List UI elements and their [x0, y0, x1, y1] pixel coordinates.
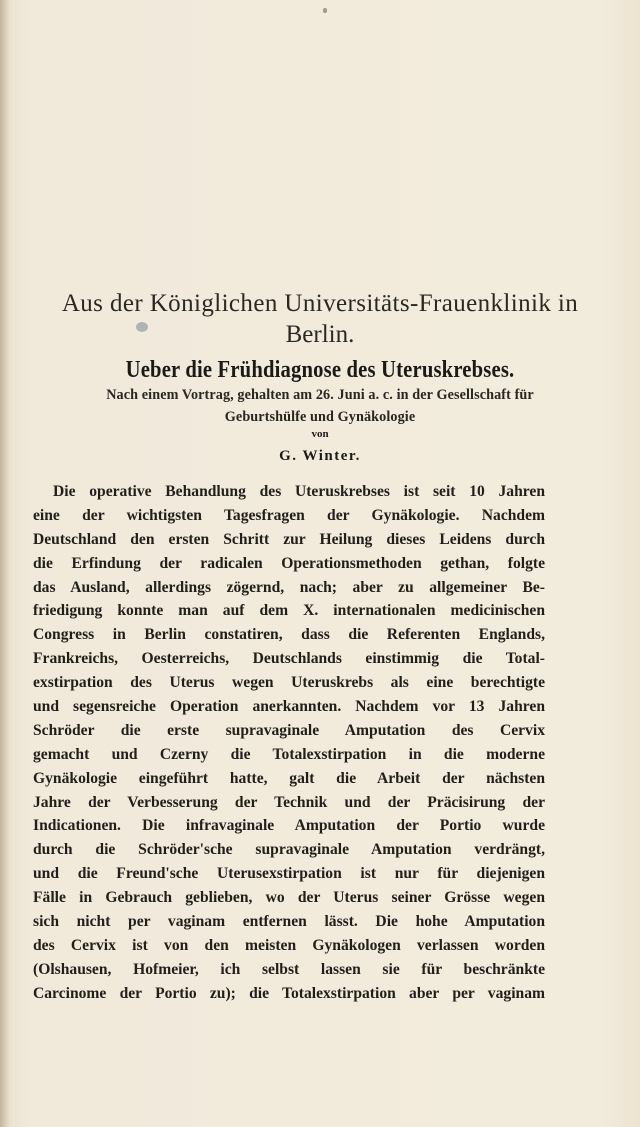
body-text [33, 480, 545, 1006]
body-line: Deutschland den ersten Schritt zur Heilung dieses Leidens durch [33, 530, 545, 548]
ink-stamp-spot [136, 322, 148, 332]
subtitle-line-1: Nach einem Vortrag, gehalten am 26. Juni a. c. in der Gesellschaft für [106, 387, 534, 403]
institution-city: Berlin. [285, 321, 355, 348]
body-line: sich nicht per vaginam entfernen lässt. Die hohe Amputation [33, 913, 545, 931]
body-line: Carcinome der Portio zu); die Totalexstirpation aber per vaginam [33, 984, 545, 1002]
page-speck [323, 8, 327, 13]
body-line: Die operative Behandlung des Uteruskrebses ist seit 10 Jahren [53, 483, 545, 500]
body-line: exstirpation des Uterus wegen Uteruskrebs als eine berechtigte [33, 674, 545, 692]
body-line: Frankreichs, Oesterreichs, Deutschlands einstimmig die Total- [33, 650, 545, 668]
body-line: Fälle in Gebrauch geblieben, wo der Uterus seiner Grösse wegen [33, 889, 545, 907]
body-line: (Olshausen, Hofmeier, ich selbst lassen sie für beschränkte [33, 960, 545, 978]
body-line: und die Freund'sche Uterusexstirpation ist nur für diejenigen [33, 865, 545, 883]
body-line: Indicationen. Die infravaginale Amputation der Portio wurde [33, 817, 545, 835]
by-word: von [311, 428, 329, 440]
body-line: durch die Schröder'sche supravaginale Amputation verdrängt, [33, 841, 545, 859]
body-line: eine der wichtigsten Tagesfragen der Gynäkologie. Nachdem [33, 506, 545, 524]
body-line: Gynäkologie eingeführt hatte, galt die Arbeit der nächsten [33, 769, 545, 787]
body-line: Congress in Berlin constatiren, dass die Referenten Englands, [33, 626, 545, 644]
body-line: gemacht und Czerny die Totalexstirpation in die moderne [33, 745, 545, 763]
body-line: und segensreiche Operation anerkannten. Nachdem vor 13 Jahren [33, 698, 545, 716]
body-line: Schröder die erste supravaginale Amputation des Cervix [33, 721, 545, 739]
subtitle-line-2: Geburtshülfe und Gynäkologie [224, 409, 416, 425]
article-subtitle [36, 384, 604, 428]
institution-line: Aus der Königlichen Universitäts-Frauenklinik in [61, 290, 579, 317]
body-line: das Ausland, allerdings zögernd, nach; aber zu allgemeiner Be- [33, 578, 545, 596]
author-name: G. Winter. [279, 448, 361, 464]
body-line: die Erfindung der radicalen Operationsmethoden gethan, folgte [33, 554, 545, 572]
body-line: friedigung konnte man auf dem X. internationalen medicinischen [33, 602, 545, 620]
article-title: Ueber die Frühdiagnose des Uteruskrebses. [125, 357, 515, 383]
binding-shadow [0, 0, 10, 1127]
body-line: Jahre der Verbesserung der Technik und der Präcisirung der [33, 793, 545, 811]
body-line: des Cervix ist von den meisten Gynäkologen verlassen worden [33, 936, 545, 954]
